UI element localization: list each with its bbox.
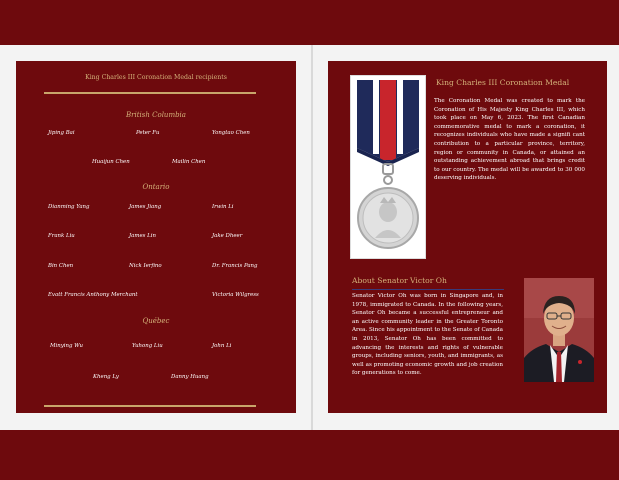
recipient-name: Nick Ierfino bbox=[129, 263, 162, 269]
coronation-medal-image bbox=[350, 75, 426, 259]
region-heading-bc: British Columbia bbox=[126, 111, 186, 119]
recipient-name: Evatt Francis Anthony Merchant bbox=[48, 292, 138, 298]
recipient-name: Peter Fu bbox=[136, 130, 160, 136]
recipient-name: Victoria Wilgress bbox=[212, 292, 259, 298]
bottom-divider bbox=[44, 405, 256, 407]
recipient-name: Jiping Bai bbox=[48, 130, 75, 136]
recipient-name: Mailin Chen bbox=[172, 159, 206, 165]
bottom-band bbox=[0, 430, 619, 480]
senator-biography: Senator Victor Oh was born in Singapore and, in 1978, immigrated to Canada. In the following years, Senator Oh became a successful entrepreneur and an active community leader in the Greater Toronto Area. Since his appointment to the Senate of Canada in 2013, Senator Oh has been committed to advancing the interests and rights of vulnerable groups, including seniors, youth, and immigrants, as well as promoting economic growth and job creation for generations to come. bbox=[352, 293, 503, 377]
senator-portrait bbox=[524, 278, 594, 382]
region-heading-quebec: Québec bbox=[142, 317, 170, 325]
recipient-name: Dr. Francis Pang bbox=[212, 263, 258, 269]
recipient-name: John Li bbox=[212, 343, 232, 349]
medal-description: The Coronation Medal was created to mark the Coronation of His Majesty King Charles III, which took place on May 6, 2023. The first Canadian commemorative medal to mark a coronation, it recognizes individuals who have made a signifi cant contribution to a particular province, territory, region or community in Canada, or attained an outstanding achievement abroad that brings credit to our country. The medal will be awarded to 30 000 deserving individuals. bbox=[434, 98, 585, 182]
recipient-name: James Lin bbox=[129, 233, 156, 239]
senator-heading: About Senator Victor Oh bbox=[352, 276, 447, 285]
recipient-name: Jake Dheer bbox=[212, 233, 243, 239]
medal-heading: King Charles III Coronation Medal bbox=[436, 78, 570, 87]
recipient-name: Minying Wu bbox=[50, 343, 83, 349]
recipients-panel bbox=[16, 61, 296, 413]
recipients-title: King Charles III Coronation Medal recipients bbox=[85, 74, 227, 81]
title-divider bbox=[44, 92, 256, 94]
recipient-name: Danny Huang bbox=[171, 374, 209, 380]
recipient-name: Yuhong Liu bbox=[132, 343, 163, 349]
top-band bbox=[0, 0, 619, 45]
region-heading-ontario: Ontario bbox=[142, 183, 170, 191]
recipient-name: Frank Liu bbox=[48, 233, 75, 239]
info-panel bbox=[328, 61, 607, 413]
recipient-name: James Jiang bbox=[129, 204, 162, 210]
document-viewer bbox=[0, 45, 619, 430]
recipient-name: Huaijun Chen bbox=[92, 159, 130, 165]
recipient-name: Kheng Ly bbox=[93, 374, 119, 380]
recipient-name: Dianming Yang bbox=[48, 204, 90, 210]
senator-heading-underline bbox=[352, 289, 504, 290]
recipient-name: Yongtao Chen bbox=[212, 130, 250, 136]
left-page bbox=[0, 45, 311, 430]
recipient-name: Irwin Li bbox=[212, 204, 234, 210]
right-page bbox=[313, 45, 619, 430]
recipient-name: Bin Chen bbox=[48, 263, 74, 269]
